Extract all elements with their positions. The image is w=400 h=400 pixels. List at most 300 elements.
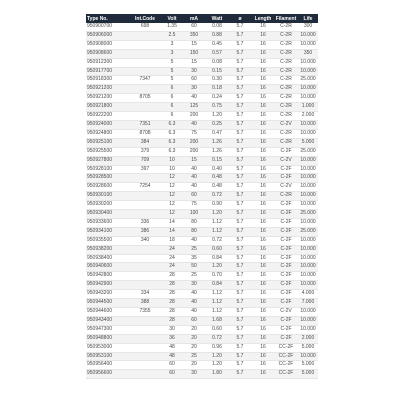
type-no-cell: 950938200 <box>86 245 128 254</box>
volt-cell: 28 <box>162 316 182 325</box>
table-row <box>86 201 318 210</box>
volt-cell: 6 <box>162 112 182 121</box>
length-cell: 16 <box>252 49 274 58</box>
int-code-cell <box>128 40 162 49</box>
int-code-cell: 7355 <box>128 308 162 317</box>
length-cell: 16 <box>252 308 274 317</box>
table-row <box>86 174 318 183</box>
volt-cell: 5 <box>162 76 182 85</box>
diameter-cell: 5.7 <box>228 67 252 76</box>
ma-cell: 20 <box>182 334 206 343</box>
type-no-cell: 950908000 <box>86 40 128 49</box>
type-no-cell: 950928500 <box>86 174 128 183</box>
table-row <box>86 343 318 352</box>
diameter-cell: 5.7 <box>228 281 252 290</box>
int-code-cell: 397 <box>128 165 162 174</box>
type-no-cell: 950922200 <box>86 112 128 121</box>
int-code-cell: 7254 <box>128 183 162 192</box>
length-cell: 16 <box>252 156 274 165</box>
header-life: Life <box>298 14 318 23</box>
volt-cell: 60 <box>162 361 182 370</box>
volt-cell: 28 <box>162 308 182 317</box>
length-cell: 16 <box>252 272 274 281</box>
type-no-cell: 950924800 <box>86 129 128 138</box>
life-cell: 7.000 <box>298 299 318 308</box>
table-row <box>86 218 318 227</box>
type-no-cell: 950947300 <box>86 325 128 334</box>
life-cell: 10.000 <box>298 352 318 361</box>
type-no-cell: 950917700 <box>86 67 128 76</box>
volt-cell: 28 <box>162 281 182 290</box>
life-cell: 1.000 <box>298 103 318 112</box>
filament-cell: CC-2F <box>274 370 298 379</box>
int-code-cell: 698 <box>128 23 162 31</box>
volt-cell: 48 <box>162 352 182 361</box>
watt-cell: 0.08 <box>206 23 228 31</box>
table-row <box>86 325 318 334</box>
int-code-cell <box>128 281 162 290</box>
life-cell: 5.000 <box>298 370 318 379</box>
diameter-cell: 5.7 <box>228 112 252 121</box>
ma-cell: 100 <box>182 210 206 219</box>
volt-cell: 12 <box>162 183 182 192</box>
length-cell: 16 <box>252 245 274 254</box>
type-no-cell: 950930400 <box>86 210 128 219</box>
diameter-cell: 5.7 <box>228 147 252 156</box>
ma-cell: 40 <box>182 120 206 129</box>
diameter-cell: 5.7 <box>228 58 252 67</box>
length-cell: 16 <box>252 147 274 156</box>
ma-cell: 40 <box>182 236 206 245</box>
diameter-cell: 5.7 <box>228 370 252 379</box>
length-cell: 16 <box>252 67 274 76</box>
diameter-cell: 5.7 <box>228 334 252 343</box>
table-row <box>86 76 318 85</box>
ma-cell: 20 <box>182 343 206 352</box>
watt-cell: 0.15 <box>206 67 228 76</box>
life-cell: 25.000 <box>298 76 318 85</box>
watt-cell: 1.26 <box>206 138 228 147</box>
volt-cell: 3 <box>162 40 182 49</box>
life-cell: 10.000 <box>298 85 318 94</box>
ma-cell: 25 <box>182 352 206 361</box>
volt-cell: 28 <box>162 290 182 299</box>
diameter-cell: 5.7 <box>228 40 252 49</box>
length-cell: 16 <box>252 192 274 201</box>
table-row <box>86 165 318 174</box>
type-no-cell: 950906000 <box>86 31 128 40</box>
life-cell: 10.000 <box>298 281 318 290</box>
table-row <box>86 138 318 147</box>
int-code-cell: 334 <box>128 290 162 299</box>
volt-cell: 14 <box>162 218 182 227</box>
length-cell: 16 <box>252 361 274 370</box>
table-row <box>86 129 318 138</box>
ma-cell: 40 <box>182 290 206 299</box>
ma-cell: 40 <box>182 308 206 317</box>
length-cell: 16 <box>252 23 274 31</box>
filament-cell: C-2F <box>274 227 298 236</box>
volt-cell: 14 <box>162 227 182 236</box>
volt-cell: 6.3 <box>162 138 182 147</box>
ma-cell: 60 <box>182 76 206 85</box>
diameter-cell: 5.7 <box>228 272 252 281</box>
table-row <box>86 370 318 379</box>
type-no-cell: 950908600 <box>86 49 128 58</box>
type-no-cell: 950953000 <box>86 343 128 352</box>
diameter-cell: 5.7 <box>228 316 252 325</box>
ma-cell: 15 <box>182 40 206 49</box>
watt-cell: 0.18 <box>206 85 228 94</box>
volt-cell: 12 <box>162 192 182 201</box>
volt-cell: 36 <box>162 334 182 343</box>
length-cell: 16 <box>252 290 274 299</box>
diameter-cell: 5.7 <box>228 76 252 85</box>
int-code-cell <box>128 361 162 370</box>
diameter-cell: 5.7 <box>228 120 252 129</box>
diameter-cell: 5.7 <box>228 94 252 103</box>
filament-cell: C-2R <box>274 85 298 94</box>
filament-cell: C-2V <box>274 308 298 317</box>
filament-cell: C-2V <box>274 183 298 192</box>
length-cell: 16 <box>252 299 274 308</box>
table-row <box>86 31 318 40</box>
type-no-cell: 950948800 <box>86 334 128 343</box>
volt-cell: 12 <box>162 201 182 210</box>
length-cell: 16 <box>252 201 274 210</box>
volt-cell: 3 <box>162 49 182 58</box>
type-no-cell: 950956400 <box>86 361 128 370</box>
table-row <box>86 245 318 254</box>
int-code-cell: 7351 <box>128 120 162 129</box>
type-no-cell: 950943200 <box>86 290 128 299</box>
volt-cell: 6.3 <box>162 120 182 129</box>
ma-cell: 125 <box>182 103 206 112</box>
volt-cell: 28 <box>162 272 182 281</box>
watt-cell: 0.40 <box>206 165 228 174</box>
int-code-cell <box>128 325 162 334</box>
filament-cell: C-2F <box>274 147 298 156</box>
filament-cell: C-2R <box>274 103 298 112</box>
table-row <box>86 120 318 129</box>
ma-cell: 40 <box>182 94 206 103</box>
ma-cell: 150 <box>182 49 206 58</box>
filament-cell: C-2R <box>274 40 298 49</box>
lamp-spec-table <box>86 14 318 379</box>
watt-cell: 1.68 <box>206 316 228 325</box>
life-cell: 10.000 <box>298 58 318 67</box>
int-code-cell <box>128 67 162 76</box>
life-cell: 10.000 <box>298 192 318 201</box>
filament-cell: CC-2F <box>274 352 298 361</box>
life-cell: 25.000 <box>298 147 318 156</box>
header-ma: mA <box>182 14 206 23</box>
volt-cell: 6 <box>162 94 182 103</box>
diameter-cell: 5.7 <box>228 308 252 317</box>
type-no-cell: 950953100 <box>86 352 128 361</box>
life-cell: 10.000 <box>298 245 318 254</box>
diameter-cell: 5.7 <box>228 343 252 352</box>
life-cell: 25.000 <box>298 210 318 219</box>
volt-cell: 10 <box>162 165 182 174</box>
filament-cell: C-2R <box>274 58 298 67</box>
ma-cell: 75 <box>182 201 206 210</box>
length-cell: 16 <box>252 218 274 227</box>
filament-cell: C-2R <box>274 112 298 121</box>
diameter-cell: 5.7 <box>228 263 252 272</box>
int-code-cell <box>128 174 162 183</box>
ma-cell: 40 <box>182 183 206 192</box>
int-code-cell <box>128 201 162 210</box>
ma-cell: 75 <box>182 129 206 138</box>
life-cell: 350 <box>298 49 318 58</box>
int-code-cell: 384 <box>128 138 162 147</box>
life-cell: 10.000 <box>298 316 318 325</box>
watt-cell: 0.60 <box>206 325 228 334</box>
type-no-cell: 950934100 <box>86 227 128 236</box>
filament-cell: C-2R <box>274 192 298 201</box>
filament-cell: C-2F <box>274 236 298 245</box>
watt-cell: 0.48 <box>206 183 228 192</box>
watt-cell: 1.20 <box>206 352 228 361</box>
type-no-cell: 950900700 <box>86 23 128 31</box>
table-row <box>86 334 318 343</box>
life-cell: 10.000 <box>298 67 318 76</box>
table-row <box>86 23 318 31</box>
ma-cell: 30 <box>182 67 206 76</box>
table-row <box>86 103 318 112</box>
table-row <box>86 192 318 201</box>
type-no-cell: 950921200 <box>86 85 128 94</box>
table-row <box>86 112 318 121</box>
diameter-cell: 5.7 <box>228 138 252 147</box>
volt-cell: 18 <box>162 236 182 245</box>
diameter-cell: 5.7 <box>228 103 252 112</box>
filament-cell: C-2F <box>274 218 298 227</box>
int-code-cell: 340 <box>128 236 162 245</box>
life-cell: 10.000 <box>298 40 318 49</box>
int-code-cell <box>128 31 162 40</box>
type-no-cell: 950940600 <box>86 263 128 272</box>
type-no-cell: 950944500 <box>86 299 128 308</box>
length-cell: 16 <box>252 352 274 361</box>
volt-cell: 12 <box>162 210 182 219</box>
length-cell: 16 <box>252 254 274 263</box>
filament-cell: C-2F <box>274 210 298 219</box>
int-code-cell <box>128 112 162 121</box>
watt-cell: 0.24 <box>206 94 228 103</box>
diameter-cell: 5.7 <box>228 210 252 219</box>
life-cell: 5.000 <box>298 361 318 370</box>
filament-cell: C-2F <box>274 201 298 210</box>
volt-cell: 48 <box>162 343 182 352</box>
table-row <box>86 308 318 317</box>
volt-cell: 28 <box>162 299 182 308</box>
watt-cell: 0.60 <box>206 245 228 254</box>
life-cell: 5.000 <box>298 138 318 147</box>
header-type-no: Type No. <box>86 14 128 23</box>
life-cell: 10.000 <box>298 165 318 174</box>
watt-cell: 0.84 <box>206 254 228 263</box>
life-cell: 10.000 <box>298 183 318 192</box>
length-cell: 16 <box>252 263 274 272</box>
diameter-cell: 5.7 <box>228 165 252 174</box>
volt-cell: 12 <box>162 174 182 183</box>
type-no-cell: 950928600 <box>86 183 128 192</box>
watt-cell: 0.25 <box>206 120 228 129</box>
filament-cell: C-2R <box>274 67 298 76</box>
ma-cell: 200 <box>182 138 206 147</box>
ma-cell: 80 <box>182 218 206 227</box>
filament-cell: C-2F <box>274 299 298 308</box>
diameter-cell: 5.7 <box>228 227 252 236</box>
type-no-cell: 950956600 <box>86 370 128 379</box>
table-row <box>86 263 318 272</box>
life-cell: 10.000 <box>298 263 318 272</box>
header-watt: Watt <box>206 14 228 23</box>
int-code-cell: 709 <box>128 156 162 165</box>
int-code-cell <box>128 254 162 263</box>
table-row <box>86 316 318 325</box>
int-code-cell: 336 <box>128 218 162 227</box>
table-row <box>86 67 318 76</box>
int-code-cell <box>128 334 162 343</box>
header-int-code: Int.Code <box>128 14 162 23</box>
watt-cell: 1.20 <box>206 263 228 272</box>
diameter-cell: 5.7 <box>228 31 252 40</box>
int-code-cell <box>128 85 162 94</box>
table-row <box>86 210 318 219</box>
ma-cell: 60 <box>182 316 206 325</box>
life-cell: 10.000 <box>298 272 318 281</box>
ma-cell: 25 <box>182 245 206 254</box>
type-no-cell: 950924000 <box>86 120 128 129</box>
int-code-cell <box>128 370 162 379</box>
watt-cell: 0.57 <box>206 49 228 58</box>
volt-cell: 1.35 <box>162 23 182 31</box>
ma-cell: 200 <box>182 112 206 121</box>
life-cell: 10.000 <box>298 156 318 165</box>
life-cell: 10.000 <box>298 31 318 40</box>
filament-cell: C-2R <box>274 76 298 85</box>
length-cell: 16 <box>252 85 274 94</box>
table-row <box>86 272 318 281</box>
length-cell: 16 <box>252 31 274 40</box>
volt-cell: 6 <box>162 85 182 94</box>
volt-cell: 60 <box>162 370 182 379</box>
life-cell: 10.000 <box>298 308 318 317</box>
ma-cell: 200 <box>182 147 206 156</box>
ma-cell: 60 <box>182 192 206 201</box>
diameter-cell: 5.7 <box>228 290 252 299</box>
table-row <box>86 254 318 263</box>
filament-cell: C-2F <box>274 334 298 343</box>
int-code-cell <box>128 245 162 254</box>
life-cell: 10.000 <box>298 218 318 227</box>
filament-cell: CC-2F <box>274 343 298 352</box>
watt-cell: 0.45 <box>206 40 228 49</box>
ma-cell: 20 <box>182 361 206 370</box>
type-no-cell: 950925100 <box>86 138 128 147</box>
volt-cell: 5 <box>162 58 182 67</box>
watt-cell: 0.47 <box>206 129 228 138</box>
filament-cell: C-2F <box>274 281 298 290</box>
length-cell: 16 <box>252 103 274 112</box>
diameter-cell: 5.7 <box>228 49 252 58</box>
filament-cell: C-2R <box>274 94 298 103</box>
diameter-cell: 5.7 <box>228 201 252 210</box>
filament-cell: C-2R <box>274 129 298 138</box>
watt-cell: 0.90 <box>206 201 228 210</box>
life-cell: 25.000 <box>298 227 318 236</box>
length-cell: 16 <box>252 316 274 325</box>
table-row <box>86 281 318 290</box>
watt-cell: 1.20 <box>206 361 228 370</box>
diameter-cell: 5.7 <box>228 361 252 370</box>
diameter-cell: 5.7 <box>228 23 252 31</box>
life-cell: 10.000 <box>298 120 318 129</box>
length-cell: 16 <box>252 334 274 343</box>
type-no-cell: 950942800 <box>86 272 128 281</box>
filament-cell: C-2F <box>274 165 298 174</box>
header-volt: Volt <box>162 14 182 23</box>
table-row <box>86 361 318 370</box>
length-cell: 16 <box>252 236 274 245</box>
life-cell: 10.000 <box>298 129 318 138</box>
length-cell: 16 <box>252 174 274 183</box>
diameter-cell: 5.7 <box>228 156 252 165</box>
watt-cell: 0.72 <box>206 236 228 245</box>
length-cell: 16 <box>252 76 274 85</box>
int-code-cell <box>128 343 162 352</box>
ma-cell: 35 <box>182 254 206 263</box>
table-row <box>86 227 318 236</box>
ma-cell: 40 <box>182 174 206 183</box>
life-cell: 5.000 <box>298 343 318 352</box>
int-code-cell <box>128 352 162 361</box>
watt-cell: 1.26 <box>206 147 228 156</box>
filament-cell: C-2R <box>274 31 298 40</box>
ma-cell: 50 <box>182 263 206 272</box>
ma-cell: 40 <box>182 299 206 308</box>
table-row <box>86 156 318 165</box>
volt-cell: 2.5 <box>162 31 182 40</box>
life-cell: 10.000 <box>298 254 318 263</box>
diameter-cell: 5.7 <box>228 245 252 254</box>
table-row <box>86 147 318 156</box>
watt-cell: 1.12 <box>206 290 228 299</box>
table-row <box>86 40 318 49</box>
diameter-cell: 5.7 <box>228 325 252 334</box>
diameter-cell: 5.7 <box>228 183 252 192</box>
length-cell: 16 <box>252 370 274 379</box>
int-code-cell: 7347 <box>128 76 162 85</box>
table-header-row <box>86 14 318 23</box>
diameter-cell: 5.7 <box>228 236 252 245</box>
diameter-cell: 5.7 <box>228 352 252 361</box>
diameter-cell: 5.7 <box>228 85 252 94</box>
life-cell: 10.000 <box>298 174 318 183</box>
int-code-cell: 386 <box>128 227 162 236</box>
filament-cell: C-2F <box>274 290 298 299</box>
length-cell: 16 <box>252 58 274 67</box>
watt-cell: 0.48 <box>206 174 228 183</box>
ma-cell: 60 <box>182 23 206 31</box>
type-no-cell: 950925500 <box>86 147 128 156</box>
ma-cell: 15 <box>182 58 206 67</box>
filament-cell: C-2F <box>274 174 298 183</box>
length-cell: 16 <box>252 210 274 219</box>
